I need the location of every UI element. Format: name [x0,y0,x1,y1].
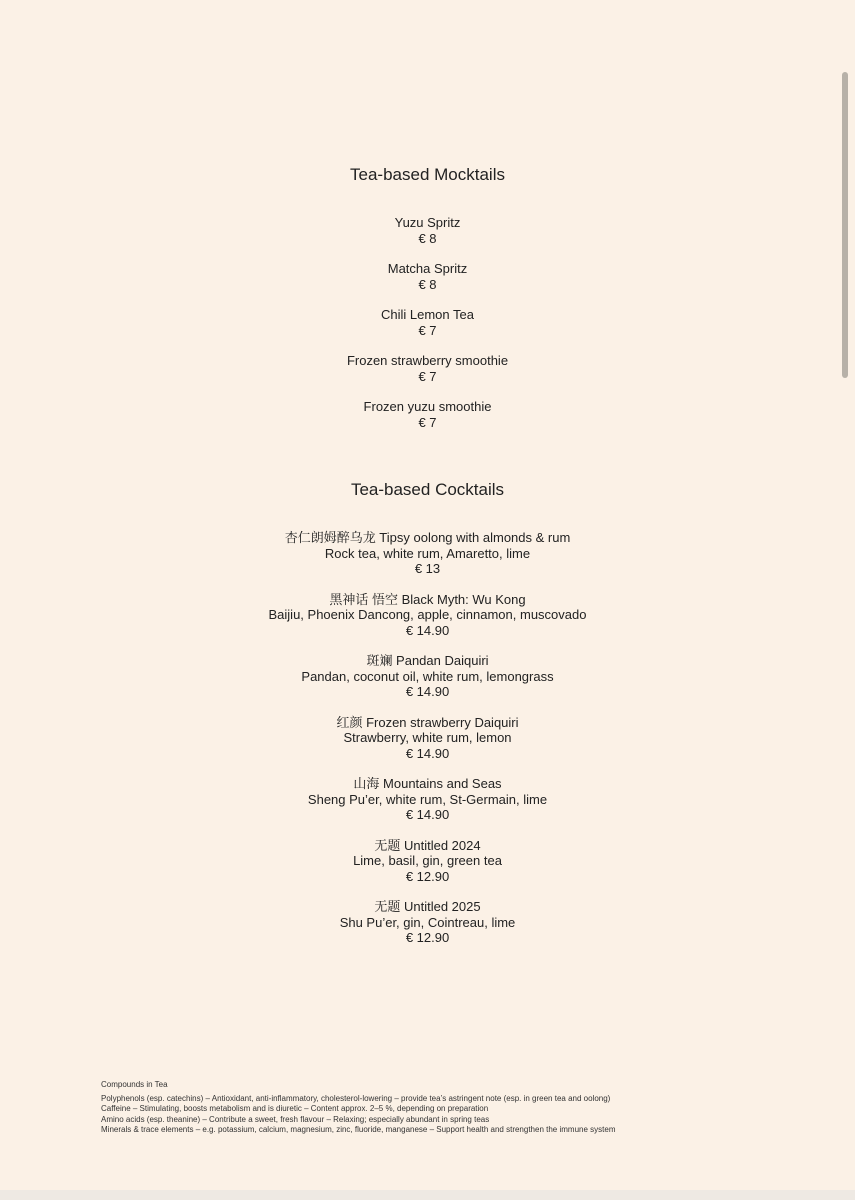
item-name: 山海 Mountains and Seas [353,776,502,791]
item-ingredients: Pandan, coconut oil, white rum, lemongrass [301,668,554,684]
item-ingredients: Rock tea, white rum, Amaretto, lime [324,545,531,561]
item-ingredients: Shu Pu’er, gin, Cointreau, lime [339,914,516,930]
menu-item [0,899,855,946]
item-price: € 7 [418,414,437,430]
item-price: € 12.90 [405,868,450,884]
item-price: € 13 [414,561,441,576]
menu-item [0,715,855,762]
item-ingredients: Baijiu, Phoenix Dancong, apple, cinnamon, muscovado [268,607,587,622]
item-name: Frozen yuzu smoothie [363,399,492,414]
mocktails-list [0,215,855,430]
item-price: € 8 [418,276,437,292]
mocktails-title: Tea-based Mocktails [350,165,505,184]
menu-item [0,653,855,700]
menu-item [0,838,855,885]
item-price: € 8 [418,230,437,246]
item-ingredients: Sheng Pu’er, white rum, St-Germain, lime [307,791,548,807]
vertical-scrollbar[interactable] [842,72,848,378]
menu-item [0,261,855,292]
item-price: € 14.90 [405,684,450,699]
item-price: € 7 [418,322,437,338]
item-price: € 7 [418,368,437,384]
item-name: 无题 Untitled 2025 [374,899,481,914]
item-price: € 14.90 [405,745,450,761]
menu-item [0,592,855,639]
menu-item [0,307,855,338]
menu-item [0,215,855,246]
footnote-title: Compounds in Tea [101,1080,168,1089]
footnote-line: Caffeine – Stimulating, boosts metabolism and is diuretic – Content approx. 2–5 %, depending on preparation [101,1104,489,1113]
page-bottom-edge [0,1190,855,1200]
item-name: Chili Lemon Tea [381,307,474,322]
item-ingredients: Lime, basil, gin, green tea [353,853,502,868]
menu-item [0,399,855,430]
footnote-line: Polyphenols (esp. catechins) – Antioxidant, anti-inflammatory, cholesterol-lowering – provide tea’s astringent note (esp. in green tea and oolong) [101,1093,611,1103]
item-name: Yuzu Spritz [394,215,461,230]
cocktails-title: Tea-based Cocktails [350,480,505,499]
mocktails-section [0,165,855,445]
item-name: 杏仁朗姆醉乌龙 Tipsy oolong with almonds & rum [284,530,571,545]
menu-item [0,530,855,577]
tea-compounds-footnote [101,1080,801,1136]
item-name: 红颜 Frozen strawberry Daiquiri [336,714,519,730]
item-price: € 14.90 [405,807,450,822]
item-name: 黑神话 悟空 Black Myth: Wu Kong [329,591,526,607]
cocktails-list [0,530,855,946]
menu-item [0,353,855,384]
item-name: Matcha Spritz [387,261,468,276]
menu-item [0,776,855,823]
footnote-line: Amino acids (esp. theanine) – Contribute a sweet, fresh flavour – Relaxing; especially abundant in spring teas [101,1114,490,1124]
item-price: € 14.90 [405,622,450,638]
footnote-line: Minerals & trace elements – e.g. potassium, calcium, magnesium, zinc, fluoride, manganese – Support health and strengthen the immune system [101,1125,616,1134]
item-name: Frozen strawberry smoothie [346,353,509,368]
item-name: 无题 Untitled 2024 [374,837,481,853]
item-price: € 12.90 [405,930,450,945]
item-name: 斑斓 Pandan Daiquiri [366,653,489,668]
item-ingredients: Strawberry, white rum, lemon [343,730,512,745]
cocktails-section [0,480,855,961]
